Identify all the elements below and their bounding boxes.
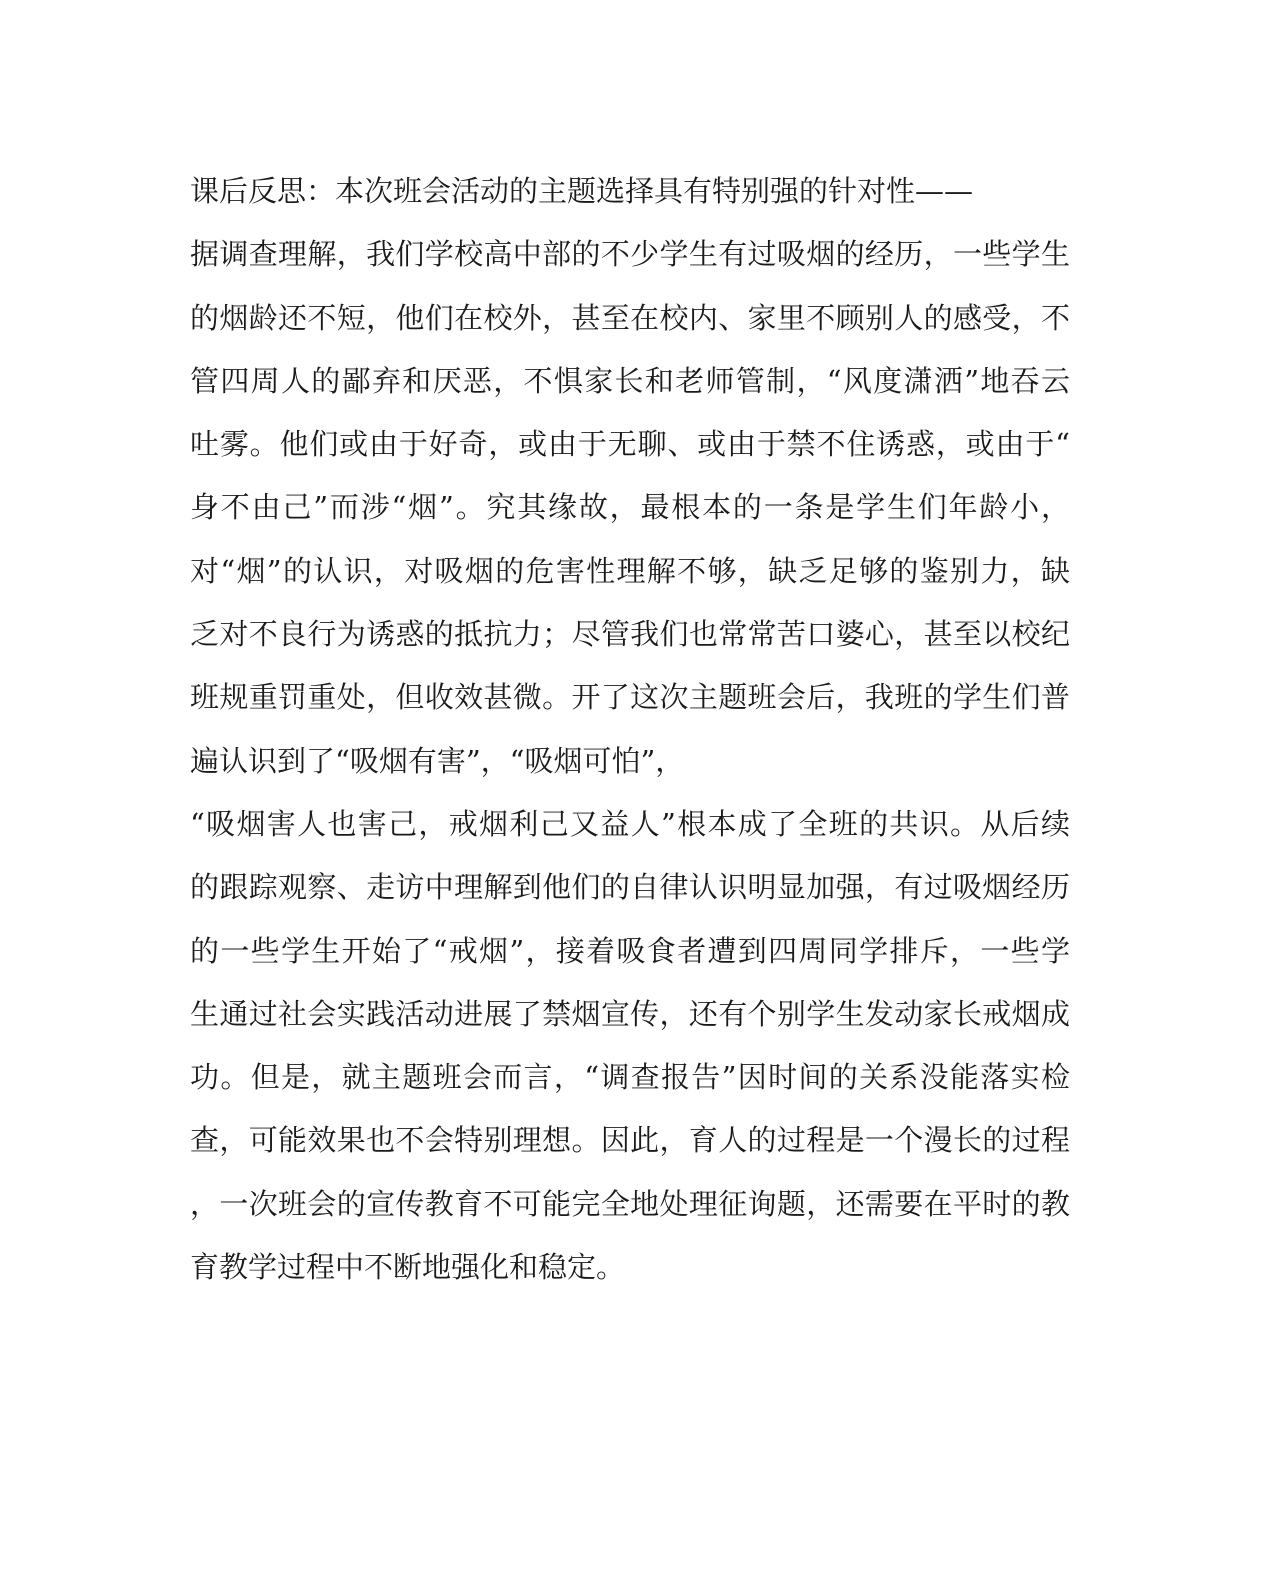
text-line: 对“烟”的认识，对吸烟的危害性理解不够，缺乏足够的鉴别力，缺: [190, 553, 1070, 588]
text-line: 的跟踪观察、走访中理解到他们的自律认识明显加强，有过吸烟经历: [190, 870, 1070, 905]
text-line: 查，可能效果也不会特别理想。因此，育人的过程是一个漫长的过程: [190, 1123, 1070, 1158]
text-line: ，一次班会的宣传教育不可能完全地处理征询题，还需要在平时的教: [190, 1186, 1070, 1221]
text-line: 生通过社会实践活动进展了禁烟宣传，还有个别学生发动家长戒烟成: [190, 996, 1070, 1031]
text-line: 育教学过程中不断地强化和稳定。: [190, 1250, 626, 1285]
text-line: 的烟龄还不短，他们在校外，甚至在校内、家里不顾别人的感受，不: [190, 300, 1070, 335]
text-line: 吐雾。他们或由于好奇，或由于无聊、或由于禁不住诱惑，或由于“: [190, 427, 1070, 462]
text-line: 身不由己”而涉“烟”。究其缘故，最根本的一条是学生们年龄小，: [190, 490, 1070, 525]
text-line: 据调查理解，我们学校高中部的不少学生有过吸烟的经历，一些学生: [190, 237, 1070, 272]
body-text: [190, 160, 1070, 1299]
text-line: 课后反思：本次班会活动的主题选择具有特别强的针对性——: [190, 174, 974, 208]
text-line: “吸烟害人也害己，戒烟利己又益人”根本成了全班的共识。从后续: [190, 806, 1070, 841]
text-line: 功。但是，就主题班会而言，“调查报告”因时间的关系没能落实检: [190, 1060, 1070, 1095]
text-line: 乏对不良行为诱惑的抵抗力；尽管我们也常常苦口婆心，甚至以校纪: [190, 617, 1070, 652]
text-line: 遍认识到了“吸烟有害”，“吸烟可怕”，: [190, 743, 685, 778]
text-line: 管四周人的鄙弃和厌恶，不惧家长和老师管制，“风度潇洒”地吞云: [190, 363, 1070, 398]
text-line: 班规重罚重处，但收效甚微。开了这次主题班会后，我班的学生们普: [190, 680, 1070, 715]
text-line: 的一些学生开始了“戒烟”，接着吸食者遭到四周同学排斥，一些学: [190, 933, 1070, 968]
